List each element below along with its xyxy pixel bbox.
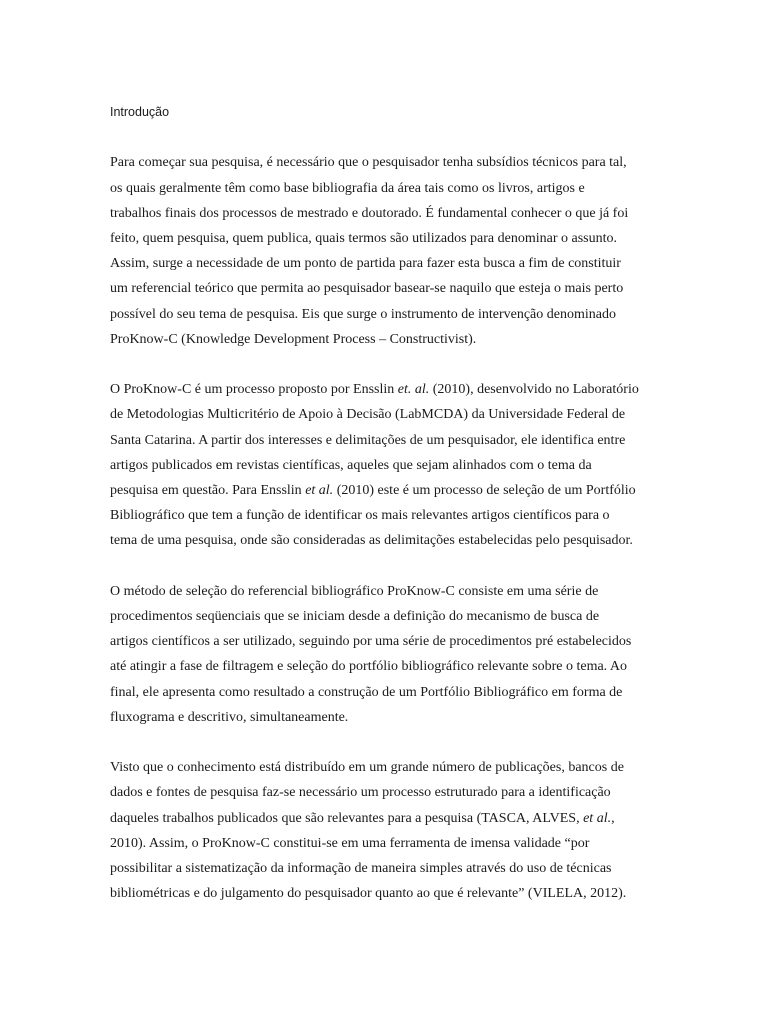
- text-run: (2010), desenvolvido no Laboratório: [429, 382, 639, 398]
- paragraph-3: [110, 579, 685, 730]
- text-run: ,: [611, 810, 615, 826]
- text-line: os quais geralmente têm como base bibliografia da área tais como os livros, artigos e: [110, 180, 585, 196]
- text-line: Visto que o conhecimento está distribuído em um grande número de publicações, bancos de: [110, 760, 624, 776]
- text-line: possibilitar a sistematização da informação de maneira simples através do uso de técnicas: [110, 861, 612, 877]
- text-line: ProKnow-C (Knowledge Development Process – Constructivist).: [110, 331, 477, 347]
- text-line: um referencial teórico que permita ao pesquisador basear-se naquilo que esteja o mais perto: [110, 281, 624, 297]
- text-line: fluxograma e descritivo, simultaneamente.: [110, 709, 349, 725]
- text-line: [110, 478, 685, 503]
- paragraph-spacer: [110, 125, 685, 150]
- text-line: Para começar sua pesquisa, é necessário que o pesquisador tenha subsídios técnicos para tal,: [110, 155, 627, 171]
- text-line: artigos publicados em revistas científicas, aqueles que sejam alinhados com o tema da: [110, 457, 592, 473]
- text-line: possível do seu tema de pesquisa. Eis que surge o instrumento de intervenção denominado: [110, 306, 616, 322]
- text-run: daqueles trabalhos publicados que são relevantes para a pesquisa (TASCA, ALVES,: [110, 810, 584, 826]
- text-line: feito, quem pesquisa, quem publica, quais termos são utilizados para denominar o assunto.: [110, 231, 617, 246]
- text-line: Assim, surge a necessidade de um ponto de partida para fazer esta busca a fim de constituir: [110, 256, 621, 272]
- text-line: bibliométricas e do julgamento do pesquisador quanto ao que é relevante” (VILELA, 2012).: [110, 886, 627, 902]
- section-heading: Introdução: [110, 105, 170, 119]
- paragraph-2: [110, 377, 685, 553]
- paragraph-spacer: [110, 730, 685, 755]
- text-run: (2010) este é um processo de seleção de um Portfólio: [333, 483, 636, 499]
- paragraph-4: [110, 755, 685, 906]
- text-line: de Metodologias Multicritério de Apoio à Decisão (LabMCDA) da Universidade Federal de: [110, 407, 626, 423]
- text-line: procedimentos seqüenciais que se iniciam desde a definição do mecanismo de busca de: [110, 609, 600, 625]
- text-line: Bibliográfico que tem a função de identificar os mais relevantes artigos científicos para o: [110, 508, 610, 524]
- paragraph-spacer: [110, 554, 685, 579]
- text-run: pesquisa em questão. Para Ensslin: [110, 483, 306, 499]
- italic-citation: et. al.: [397, 382, 430, 398]
- text-line: trabalhos finais dos processos de mestrado e doutorado. É fundamental conhecer o que já foi: [110, 205, 629, 221]
- text-line: O método de seleção do referencial bibliográfico ProKnow-C consiste em uma série de: [110, 583, 599, 599]
- paragraph-1: [110, 150, 685, 352]
- italic-citation: et al.: [583, 810, 612, 826]
- text-line: [110, 806, 685, 831]
- italic-citation: et al.: [305, 483, 334, 499]
- paragraph-spacer: [110, 352, 685, 377]
- text-line: até atingir a fase de filtragem e seleção do portfólio bibliográfico relevante sobre o tema. Ao: [110, 659, 628, 675]
- text-line: dados e fontes de pesquisa faz-se necessário um processo estruturado para a identificação: [110, 785, 611, 801]
- text-line: tema de uma pesquisa, onde são consideradas as delimitações estabelecidas pelo pesquisador.: [110, 533, 633, 549]
- text-run: O ProKnow-C é um processo proposto por Ensslin: [110, 382, 398, 398]
- text-line: [110, 377, 685, 402]
- document-body: [110, 100, 685, 906]
- text-line: artigos científicos a ser utilizado, seguindo por uma série de procedimentos pré estabelecidos: [110, 634, 632, 650]
- text-line: final, ele apresenta como resultado a construção de um Portfólio Bibliográfico em forma de: [110, 684, 623, 700]
- text-line: Santa Catarina. A partir dos interesses e delimitações de um pesquisador, ele identifica entre: [110, 432, 626, 448]
- text-line: 2010). Assim, o ProKnow-C constitui-se em uma ferramenta de imensa validade “por: [110, 835, 590, 851]
